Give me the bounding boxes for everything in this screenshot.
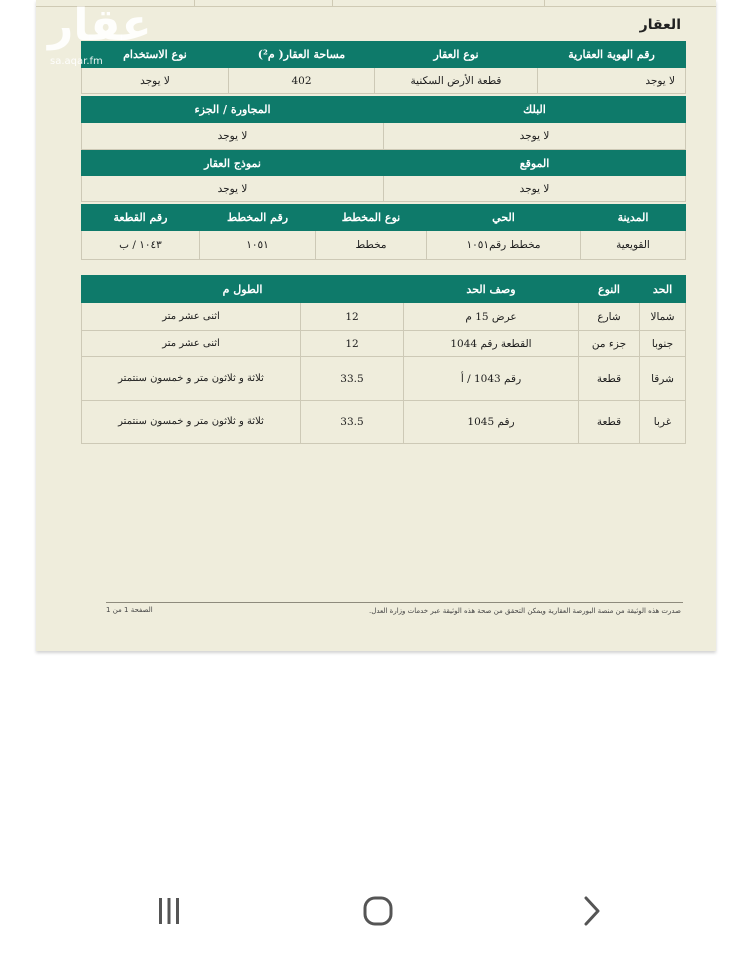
block-header: البلك [384, 97, 686, 123]
boundary-type: شارع [579, 303, 640, 331]
property-id-header: رقم الهوية العقارية [538, 42, 686, 68]
boundary-type: قطعة [579, 401, 640, 444]
property-area-header: مساحة العقار( م²) [229, 42, 375, 68]
district-header: الحي [427, 205, 581, 231]
property-model-value: لا يوجد [82, 176, 384, 202]
property-model-header: نموذج العقار [82, 151, 384, 176]
district-value: مخطط رقم١٠٥١ [427, 231, 581, 260]
block-neighborhood-table [81, 96, 686, 150]
boundary-type: جزء من [579, 331, 640, 357]
boundary-side: جنوبا [640, 331, 686, 357]
usage-type-value: لا يوجد [82, 68, 229, 94]
boundary-side: شمالا [640, 303, 686, 331]
back-button[interactable] [569, 892, 611, 930]
property-type-header: نوع العقار [375, 42, 538, 68]
plan-type-value: مخطط [316, 231, 427, 260]
boundary-desc: رقم 1043 / أ [404, 357, 579, 401]
neighborhood-part-header: المجاورة / الجزء [82, 97, 384, 123]
watermark-url: sa.aqar.fm [50, 56, 103, 67]
recent-apps-icon [153, 896, 185, 926]
usage-type-header: نوع الاستخدام [82, 42, 229, 68]
plan-info-table [81, 204, 686, 260]
table-row [82, 331, 686, 357]
boundary-desc-header: وصف الحد [404, 276, 579, 303]
page-number: الصفحة 1 من 1 [106, 606, 153, 614]
footer-divider [106, 602, 683, 603]
boundaries-table [81, 275, 686, 444]
property-info-table [81, 41, 686, 94]
neighborhood-part-value: لا يوجد [82, 123, 384, 150]
table-row [82, 401, 686, 444]
plan-number-value: ١٠٥١ [200, 231, 316, 260]
footer-note: صدرت هذه الوثيقة من منصة البورصة العقارية ويمكن التحقق من صحة هذه الوثيقة عبر خدمات وزارة العدل. [369, 607, 681, 615]
home-icon [361, 894, 395, 928]
boundary-length-header: الطول م [82, 276, 404, 303]
back-icon [578, 894, 602, 928]
block-value: لا يوجد [384, 123, 686, 150]
location-model-table [81, 150, 686, 202]
table-row [82, 303, 686, 331]
aqar-logo-watermark: عقار [48, 0, 152, 51]
recent-apps-button[interactable] [148, 892, 190, 930]
location-value: لا يوجد [384, 176, 686, 202]
boundary-length: 33.5 [301, 357, 404, 401]
property-type-value: قطعة الأرض السكنية [375, 68, 538, 94]
boundary-length-text: اثنى عشر متر [82, 331, 301, 357]
boundary-side-header: الحد [640, 276, 686, 303]
plot-number-value: ١٠٤٣ / ب [82, 231, 200, 260]
table-row [82, 357, 686, 401]
boundary-length: 33.5 [301, 401, 404, 444]
boundary-length-text: ثلاثة و ثلاثون متر و خمسون سنتمتر [82, 401, 301, 444]
property-area-value: 402 [229, 68, 375, 94]
boundary-desc: رقم 1045 [404, 401, 579, 444]
property-id-value: لا يوجد [538, 68, 686, 94]
boundary-length-text: ثلاثة و ثلاثون متر و خمسون سنتمتر [82, 357, 301, 401]
city-header: المدينة [581, 205, 686, 231]
boundary-type-header: النوع [579, 276, 640, 303]
location-header: الموقع [384, 151, 686, 176]
boundary-side: غربا [640, 401, 686, 444]
boundary-desc: القطعة رقم 1044 [404, 331, 579, 357]
document-page [36, 0, 716, 651]
boundary-desc: عرض 15 م [404, 303, 579, 331]
boundary-length-text: اثنى عشر متر [82, 303, 301, 331]
boundary-length: 12 [301, 331, 404, 357]
plan-number-header: رقم المخطط [200, 205, 316, 231]
plan-type-header: نوع المخطط [316, 205, 427, 231]
plot-number-header: رقم القطعة [82, 205, 200, 231]
boundary-type: قطعة [579, 357, 640, 401]
boundary-side: شرقا [640, 357, 686, 401]
city-value: القويعية [581, 231, 686, 260]
home-button[interactable] [357, 892, 399, 930]
section-title: العقار [639, 17, 681, 33]
boundary-length: 12 [301, 303, 404, 331]
